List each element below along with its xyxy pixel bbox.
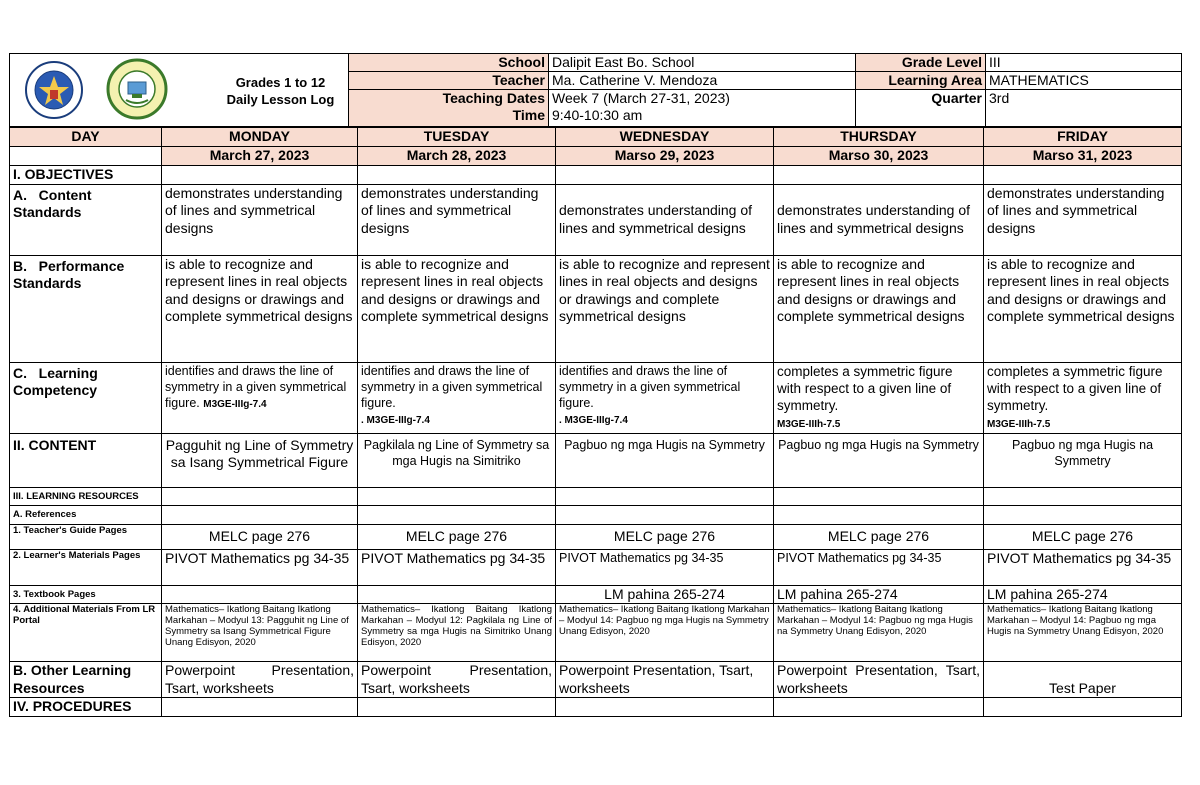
date-monday: March 27, 2023 [162,147,358,166]
date-row [10,147,1182,166]
day-friday: FRIDAY [984,128,1182,147]
quarter-label: Quarter [856,90,986,127]
school-label: School [349,54,549,72]
competency-tuesday: identifies and draws the line of symmetry in a given symmetrical figure. . M3GE-IIIg-7.4 [358,362,556,433]
lm-thursday: PIVOT Mathematics pg 34-35 [774,549,984,585]
other-resources-row [10,662,1182,698]
learning-resources-heading: III. LEARNING RESOURCES [10,487,162,506]
procedures-heading: IV. PROCEDURES [10,698,162,717]
date-friday: Marso 31, 2023 [984,147,1182,166]
performance-standards-monday: is able to recognize and represent lines in real objects and designs or drawings and complete symmetrical designs [162,255,358,362]
logo-title-cell [10,54,349,127]
quarter-value: 3rd [986,90,1182,127]
additional-materials-label: 4. Additional Materials From LR Portal [10,604,162,662]
competency-code: . M3GE-IIIg-7.4 [559,414,628,426]
school-value: Dalipit East Bo. School [549,54,856,72]
day-thursday: THURSDAY [774,128,984,147]
header-table [9,53,1182,127]
tb-friday: LM pahina 265-274 [984,585,1182,604]
or-monday: Powerpoint Presentation, Tsart, worksheets [162,662,358,698]
performance-standards-tuesday: is able to recognize and represent lines in real objects and designs or drawings and complete symmetrical designs [358,255,556,362]
tg-wednesday: MELC page 276 [556,524,774,549]
competency-code: M3GE-IIIh-7.5 [987,418,1051,430]
competency-code: M3GE-IIIg-7.4 [203,398,267,410]
or-friday: Test Paper [984,662,1182,698]
tb-tuesday [358,585,556,604]
competency-code: . M3GE-IIIg-7.4 [361,414,430,426]
objectives-heading: I. OBJECTIVES [10,166,162,185]
content-row [10,433,1182,487]
performance-standards-thursday: is able to recognize and represent lines in real objects and designs or drawings and complete symmetrical designs [774,255,984,362]
competency-friday: completes a symmetric figure with respect to a given line of symmetry. M3GE-IIIh-7.5 [984,362,1182,433]
competency-monday: identifies and draws the line of symmetry in a given symmetrical figure. M3GE-IIIg-7.4 [162,362,358,433]
lm-friday: PIVOT Mathematics pg 34-35 [984,549,1182,585]
tb-monday [162,585,358,604]
time-value: 9:40-10:30 am [552,107,643,123]
content-monday: Pagguhit ng Line of Symmetry sa Isang Symmetrical Figure [162,433,358,487]
performance-standards-friday: is able to recognize and represent lines in real objects and designs or drawings and complete symmetrical designs [984,255,1182,362]
tb-thursday: LM pahina 265-274 [774,585,984,604]
content-standards-wednesday: demonstrates understanding of lines and symmetrical designs [556,184,774,255]
performance-standards-label: B. Performance Standards [10,255,162,362]
competency-code: M3GE-IIIh-7.5 [777,418,841,430]
teaching-dates-value: Week 7 (March 27-31, 2023) [552,90,730,106]
other-resources-label: B. Other Learning Resources [10,662,162,698]
competency-thursday: completes a symmetric figure with respect to a given line of symmetry. M3GE-IIIh-7.5 [774,362,984,433]
content-friday: Pagbuo ng mga Hugis na Symmetry [984,433,1182,487]
or-wednesday: Powerpoint Presentation, Tsart, worksheets [556,662,774,698]
performance-standards-row [10,255,1182,362]
date-tuesday: March 28, 2023 [358,147,556,166]
lesson-table [9,127,1182,717]
or-thursday: Powerpoint Presentation, Tsart, worksheets [774,662,984,698]
learners-materials-label: 2. Learner's Materials Pages [10,549,162,585]
content-standards-monday: demonstrates understanding of lines and symmetrical designs [162,184,358,255]
am-wednesday: Mathematics– Ikatlong Baitang Ikatlong Markahan – Modyul 14: Pagbuo ng mga Hugis na Symmetry Unang Edisyon, 2020 [556,604,774,662]
competency-wednesday: identifies and draws the line of symmetry in a given symmetrical figure. . M3GE-IIIg-7.4 [556,362,774,433]
teaching-dates-label: Teaching Dates [442,90,545,106]
textbook-pages-row [10,585,1182,604]
teachers-guide-row [10,524,1182,549]
day-row [10,128,1182,147]
teacher-label: Teacher [349,72,549,90]
content-standards-label: A. Content Standards [10,184,162,255]
am-thursday: Mathematics– Ikatlong Baitang Ikatlong Markahan – Modyul 14: Pagbuo ng mga Hugis na Symmetry Unang Edisyon, 2020 [774,604,984,662]
learners-materials-row [10,549,1182,585]
teachers-guide-label: 1. Teacher's Guide Pages [10,524,162,549]
lm-monday: PIVOT Mathematics pg 34-35 [162,549,358,585]
day-monday: MONDAY [162,128,358,147]
date-label-empty [10,147,162,166]
lm-wednesday: PIVOT Mathematics pg 34-35 [556,549,774,585]
learning-area-label: Learning Area [856,72,986,90]
tg-thursday: MELC page 276 [774,524,984,549]
additional-materials-row [10,604,1182,662]
performance-standards-wednesday: is able to recognize and represent lines in real objects and designs or drawings and complete symmetrical designs [556,255,774,362]
learning-area-value: MATHEMATICS [986,72,1182,90]
day-wednesday: WEDNESDAY [556,128,774,147]
lm-tuesday: PIVOT Mathematics pg 34-35 [358,549,556,585]
references-heading: A. References [10,506,162,525]
content-thursday: Pagbuo ng mga Hugis na Symmetry [774,433,984,487]
content-wednesday: Pagbuo ng mga Hugis na Symmetry [556,433,774,487]
date-wednesday: Marso 29, 2023 [556,147,774,166]
tg-monday: MELC page 276 [162,524,358,549]
time-label: Time [512,107,545,123]
dates-time-label [349,90,549,127]
content-standards-friday: demonstrates understanding of lines and symmetrical designs [984,184,1182,255]
day-label: DAY [10,128,162,147]
grade-level-label: Grade Level [856,54,986,72]
am-friday: Mathematics– Ikatlong Baitang Ikatlong Markahan – Modyul 14: Pagbuo ng mga Hugis na Symmetry Unang Edisyon, 2020 [984,604,1182,662]
day-tuesday: TUESDAY [358,128,556,147]
tb-wednesday: LM pahina 265-274 [556,585,774,604]
textbook-pages-label: 3. Textbook Pages [10,585,162,604]
content-tuesday: Pagkilala ng Line of Symmetry sa mga Hugis na Simitriko [358,433,556,487]
tg-tuesday: MELC page 276 [358,524,556,549]
title-line2: Daily Lesson Log [226,92,335,107]
learning-competency-label: C. Learning Competency [10,362,162,433]
or-tuesday: Powerpoint Presentation, Tsart, worksheets [358,662,556,698]
content-label: II. CONTENT [10,433,162,487]
daily-lesson-log [9,53,1181,717]
date-thursday: Marso 30, 2023 [774,147,984,166]
am-tuesday: Mathematics– Ikatlong Baitang Ikatlong Markahan – Modyul 12: Pagkilala ng Line of Symmetry sa mga Hugis na Simitriko Unang Edisyon, 2020 [358,604,556,662]
content-standards-tuesday: demonstrates understanding of lines and symmetrical designs [358,184,556,255]
dates-time-value [549,90,856,127]
learning-competency-row [10,362,1182,433]
content-standards-thursday: demonstrates understanding of lines and symmetrical designs [774,184,984,255]
teacher-value: Ma. Catherine V. Mendoza [549,72,856,90]
content-standards-row [10,184,1182,255]
am-monday: Mathematics– Ikatlong Baitang Ikatlong Markahan – Modyul 13: Pagguhit ng Line of Symmetry sa Isang Symmetrical Figure Unang Edisyon, 2020 [162,604,358,662]
tg-friday: MELC page 276 [984,524,1182,549]
grade-level-value: III [986,54,1182,72]
title-line1: Grades 1 to 12 [235,75,326,90]
